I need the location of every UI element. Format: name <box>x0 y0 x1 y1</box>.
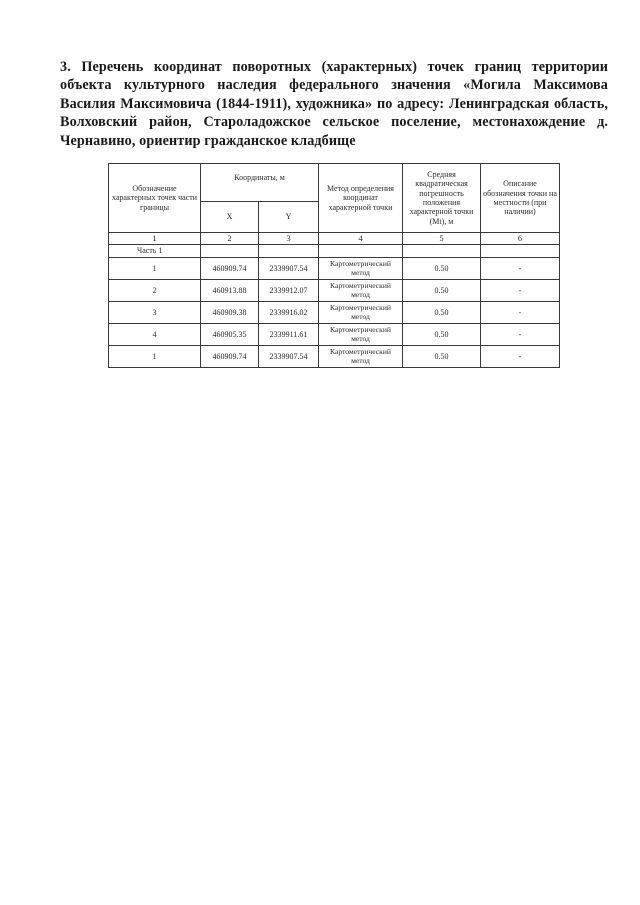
part-label: Часть 1 <box>109 245 201 258</box>
empty-cell <box>201 245 259 258</box>
header-error: Средняя квадратическая погрешность положения характерной точки (Mt), м <box>403 164 481 233</box>
method-cell: Картометрический метод <box>319 346 403 368</box>
table-row <box>109 346 560 368</box>
empty-cell <box>481 245 560 258</box>
description-cell: - <box>481 346 560 368</box>
point-cell: 4 <box>109 324 201 346</box>
column-number: 3 <box>259 233 319 245</box>
empty-cell <box>319 245 403 258</box>
table-header-row <box>109 164 560 202</box>
empty-cell <box>403 245 481 258</box>
error-cell: 0.50 <box>403 346 481 368</box>
x-cell: 460909.74 <box>201 346 259 368</box>
table-row <box>109 258 560 280</box>
point-cell: 2 <box>109 280 201 302</box>
error-cell: 0.50 <box>403 280 481 302</box>
column-number: 4 <box>319 233 403 245</box>
column-number-row <box>109 233 560 245</box>
point-cell: 1 <box>109 346 201 368</box>
header-coordinates: Координаты, м <box>201 164 319 202</box>
x-cell: 460909.38 <box>201 302 259 324</box>
method-cell: Картометрический метод <box>319 302 403 324</box>
table-row <box>109 324 560 346</box>
description-cell: - <box>481 280 560 302</box>
x-cell: 460905.35 <box>201 324 259 346</box>
empty-cell <box>259 245 319 258</box>
x-cell: 460909.74 <box>201 258 259 280</box>
method-cell: Картометрический метод <box>319 280 403 302</box>
column-number: 6 <box>481 233 560 245</box>
column-number: 5 <box>403 233 481 245</box>
y-cell: 2339907.54 <box>259 258 319 280</box>
error-cell: 0.50 <box>403 258 481 280</box>
header-x: X <box>201 202 259 233</box>
description-cell: - <box>481 324 560 346</box>
coordinates-table <box>108 163 560 368</box>
error-cell: 0.50 <box>403 302 481 324</box>
table-row <box>109 280 560 302</box>
part-row <box>109 245 560 258</box>
column-number: 1 <box>109 233 201 245</box>
point-cell: 3 <box>109 302 201 324</box>
y-cell: 2339912.07 <box>259 280 319 302</box>
x-cell: 460913.88 <box>201 280 259 302</box>
y-cell: 2339916.02 <box>259 302 319 324</box>
header-description: Описание обозначения точки на местности (при наличии) <box>481 164 560 233</box>
method-cell: Картометрический метод <box>319 324 403 346</box>
header-point-designation: Обозначение характерных точек части границы <box>109 164 201 233</box>
header-method: Метод определения координат характерной точки <box>319 164 403 233</box>
y-cell: 2339907.54 <box>259 346 319 368</box>
point-cell: 1 <box>109 258 201 280</box>
header-y: Y <box>259 202 319 233</box>
error-cell: 0.50 <box>403 324 481 346</box>
table-row <box>109 302 560 324</box>
method-cell: Картометрический метод <box>319 258 403 280</box>
description-cell: - <box>481 302 560 324</box>
column-number: 2 <box>201 233 259 245</box>
y-cell: 2339911.61 <box>259 324 319 346</box>
section-heading: 3. Перечень координат поворотных (характерных) точек границ территории объекта культурного наследия федерального значения «Могила Максимова Василия Максимовича (1844-1911), художника» по адресу: Ленинградская область, Волховский район, Староладожское сельское поселение, местонахождение д. Чернавино, ориентир гражданское кладбище <box>60 59 608 149</box>
description-cell: - <box>481 258 560 280</box>
